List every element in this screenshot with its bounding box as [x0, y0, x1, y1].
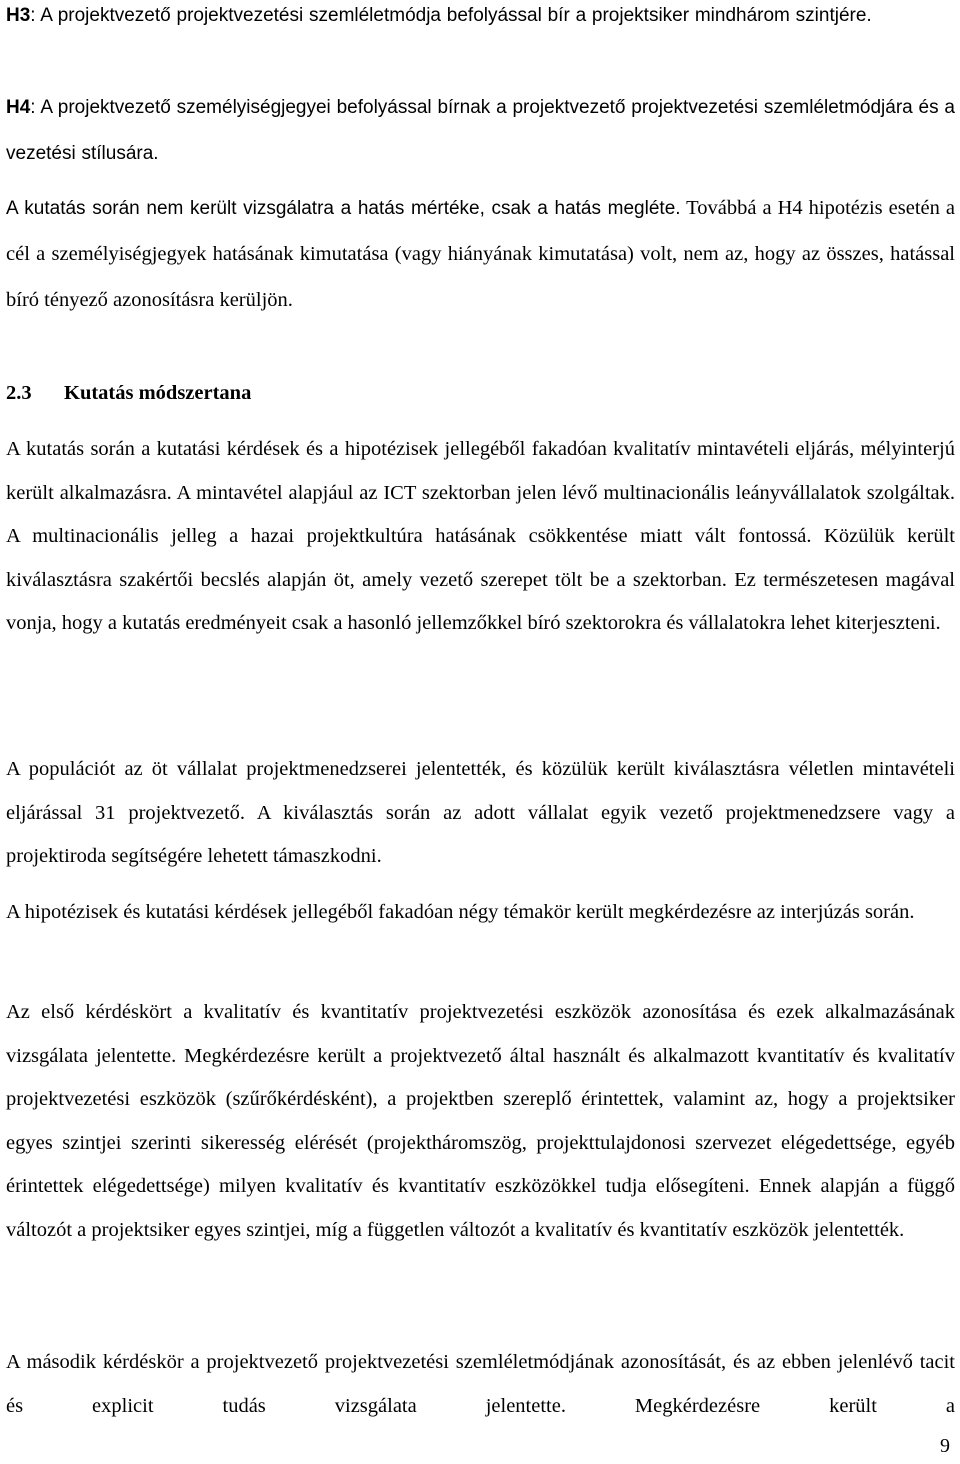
intro-sentence-serif: Továbbá a H4 hipotézis esetén a cél a személyiségjegyek hatásának kimutatása (vagy hiányának kimutatása) volt, nem az, hogy az összes, hatással bíró tényező azonosításra kerüljön.	[6, 197, 955, 311]
hypothesis-h4	[6, 85, 955, 177]
intro-sentence-sans: A kutatás során nem került vizsgálatra a hatás mértéke, csak a hatás megléte.	[6, 198, 681, 219]
section-heading	[6, 382, 251, 405]
paragraph-first-topic: Az első kérdéskört a kvalitatív és kvantitatív projektvezetési eszközök azonosítása és ezek alkalmazásának vizsgálata jelentette. Megkérdezésre került a projektvezető által használt és alkalmazott kvantitatív és kvalitatív projektvezetési eszközök (szűrőkérdésként), a projektben szereplő érintettek, valamint az, hogy a projektsiker egyes szintjei szerinti sikeresség elérését (projektháromszög, projekttulajdonosi szervezet elégedettsége, egyéb érintettek elégedettsége) milyen kvalitatív és kvantitatív eszközökkel tudja elősegíteni. Ennek alapján a függő változót a projektsiker egyes szintjei, míg a független változót a kvalitatív és kvantitatív eszközök jelentették.	[6, 1001, 955, 1241]
hypothesis-h3-label: H3	[6, 5, 31, 26]
paragraph-topics: A hipotézisek és kutatási kérdések jellegéből fakadóan négy témakör került megkérdezésre az interjúzás során.	[6, 901, 915, 923]
paragraph-population: A populációt az öt vállalat projektmenedzserei jelentették, és közülük került kiválasztásra véletlen mintavételi eljárással 31 projektvezető. A kiválasztás során az adott vállalat egyik vezető projektmenedzsere vagy a projektiroda segítségére lehetett támaszkodni.	[6, 758, 955, 867]
paragraph-second-topic: A második kérdéskör a projektvezető projektvezetési szemléletmódjának azonosítását, és az ebben jelenlévő tacit és explicit tudás vizsgálata jelentette. Megkérdezésre került a	[6, 1351, 955, 1417]
intro-paragraph	[6, 186, 955, 324]
section-title: Kutatás módszertana	[64, 382, 252, 404]
paragraph-methodology: A kutatás során a kutatási kérdések és a hipotézisek jellegéből fakadóan kvalitatív mintavételi eljárás, mélyinterjú került alkalmazásra. A mintavétel alapjául az ICT szektorban jelen lévő multinacionális leányvállalatok szolgáltak. A multinacionális jelleg a hazai projektkultúra hatásának csökkentése miatt vált fontossá. Közülük került kiválasztásra szakértői becslés alapján öt, amely vezető szerepet tölt be a szektorban. Ez természetesen magával vonja, hogy a kutatás eredményeit csak a hasonló jellemzőkkel bíró szektorokra és vállalatokra lehet kiterjeszteni.	[6, 438, 955, 634]
hypothesis-h3-text: : A projektvezető projektvezetési szemléletmódja befolyással bír a projektsiker mindhárom szintjére.	[30, 5, 872, 26]
hypothesis-h4-text: : A projektvezető személyiségjegyei befolyással bírnak a projektvezető projektvezetési szemléletmódjára és a vezetési stílusára.	[6, 97, 955, 164]
hypothesis-h4-label: H4	[6, 97, 31, 118]
page-number: 9	[940, 1435, 950, 1457]
section-number: 2.3	[6, 382, 32, 404]
hypothesis-h3	[6, 0, 955, 37]
